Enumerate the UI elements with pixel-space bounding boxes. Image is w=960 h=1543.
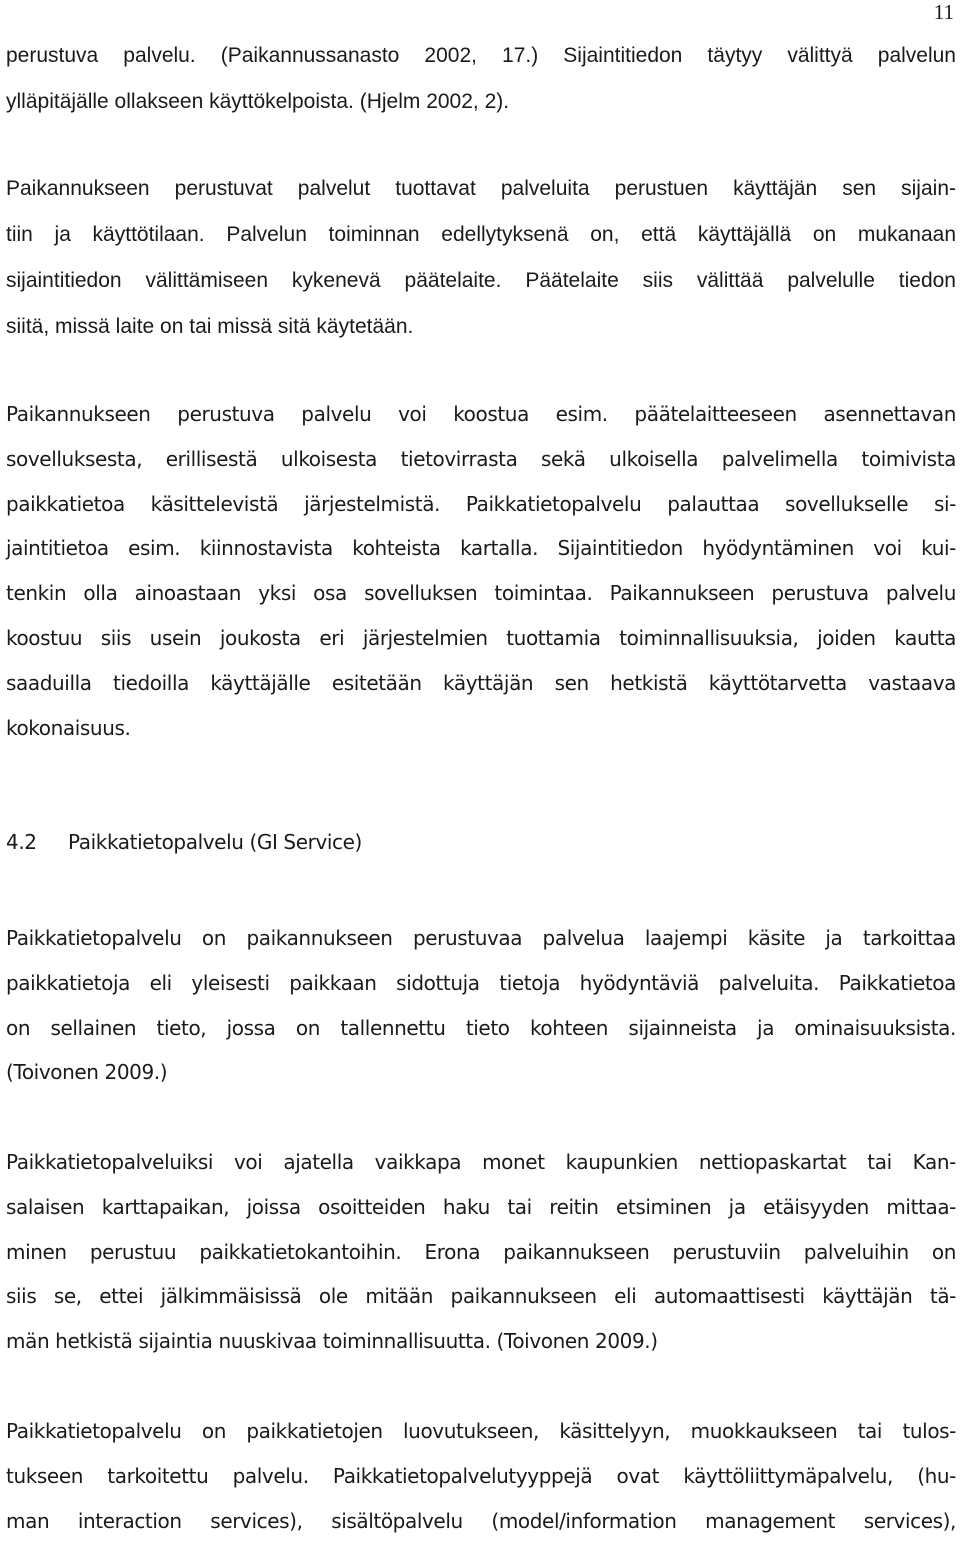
section-heading bbox=[6, 826, 362, 858]
text-line: man interaction services), sisältöpalvelu (model/information management services), bbox=[6, 1508, 956, 1533]
text-line: siitä, missä laite on tai missä sitä käytetään. bbox=[6, 315, 414, 338]
page-number: 11 bbox=[933, 0, 954, 24]
section-number: 4.2 bbox=[6, 830, 37, 854]
text-line: tiin ja käyttötilaan. Palvelun toiminnan edellytyksenä on, että käyttäjällä on mukanaan bbox=[6, 223, 956, 246]
text-line: Paikannukseen perustuvat palvelut tuottavat palveluita perustuen käyttäjän sen sijain- bbox=[6, 177, 956, 200]
text-line: siis se, ettei jälkimmäisissä ole mitään paikannukseen eli automaattisesti käyttäjän tä- bbox=[6, 1284, 956, 1309]
text-line: sovelluksesta, erillisestä ulkoisesta tietovirrasta sekä ulkoisella palvelimella toimivista bbox=[6, 446, 956, 471]
paragraph-5 bbox=[6, 1140, 956, 1364]
text-line: jaintitietoa esim. kiinnostavista kohteista kartalla. Sijaintitiedon hyödyntäminen voi kui- bbox=[6, 536, 956, 561]
text-line: minen perustuu paikkatietokantoihin. Erona paikannukseen perustuviin palveluihin on bbox=[6, 1239, 956, 1264]
paragraph-2 bbox=[6, 166, 956, 350]
text-line: paikkatietoa käsittelevistä järjestelmistä. Paikkatietopalvelu palauttaa sovellukselle si- bbox=[6, 491, 956, 516]
text-line: tenkin olla ainoastaan yksi osa sovelluksen toimintaa. Paikannukseen perustuva palvelu bbox=[6, 581, 956, 606]
paragraph-6 bbox=[6, 1409, 956, 1543]
text-line: män hetkistä sijaintia nuuskivaa toiminnallisuutta. (Toivonen 2009.) bbox=[6, 1329, 658, 1354]
text-line: saaduilla tiedoilla käyttäjälle esitetään käyttäjän sen hetkistä käyttötarvetta vastaava bbox=[6, 670, 956, 695]
text-line: (Toivonen 2009.) bbox=[6, 1060, 168, 1085]
text-line: Paikkatietopalveluiksi voi ajatella vaikkapa monet kaupunkien nettiopaskartat tai Kan- bbox=[6, 1150, 956, 1174]
text-line: on sellainen tieto, jossa on tallennettu tieto kohteen sijainneista ja ominaisuuksista. bbox=[6, 1015, 956, 1040]
text-line: ylläpitäjälle ollakseen käyttökelpoista. (Hjelm 2002, 2). bbox=[6, 90, 510, 113]
paragraph-4 bbox=[6, 916, 956, 1095]
text-line: salaisen karttapaikan, joissa osoitteiden haku tai reitin etsiminen ja etäisyyden mittaa- bbox=[6, 1194, 956, 1219]
text-line: Paikkatietopalvelu on paikannukseen perustuvaa palvelua laajempi käsite ja tarkoittaa bbox=[6, 926, 956, 950]
text-line: Paikkatietopalvelu on paikkatietojen luovutukseen, käsittelyyn, muokkaukseen tai tulos- bbox=[6, 1419, 956, 1443]
text-line: koostuu siis usein joukosta eri järjestelmien tuottamia toiminnallisuuksia, joiden kautta bbox=[6, 625, 956, 650]
text-line: Paikannukseen perustuva palvelu voi koostua esim. päätelaitteeseen asennettavan bbox=[6, 402, 956, 426]
text-line: perustuva palvelu. (Paikannussanasto 2002, 17.) Sijaintitiedon täytyy välittyä palvelun bbox=[6, 44, 956, 67]
text-line: kokonaisuus. bbox=[6, 715, 131, 740]
section-title: Paikkatietopalvelu (GI Service) bbox=[68, 830, 362, 854]
paragraph-3 bbox=[6, 392, 956, 750]
text-line: tukseen tarkoitettu palvelu. Paikkatietopalvelutyyppejä ovat käyttöliittymäpalvelu, (hu- bbox=[6, 1463, 956, 1488]
text-line: paikkatietoja eli yleisesti paikkaan sidottuja tietoja hyödyntäviä palveluita. Paikkatietoa bbox=[6, 970, 956, 995]
paragraph-1 bbox=[6, 33, 956, 125]
text-line: sijaintitiedon välittämiseen kykenevä päätelaite. Päätelaite siis välittää palvelulle tiedon bbox=[6, 269, 956, 292]
